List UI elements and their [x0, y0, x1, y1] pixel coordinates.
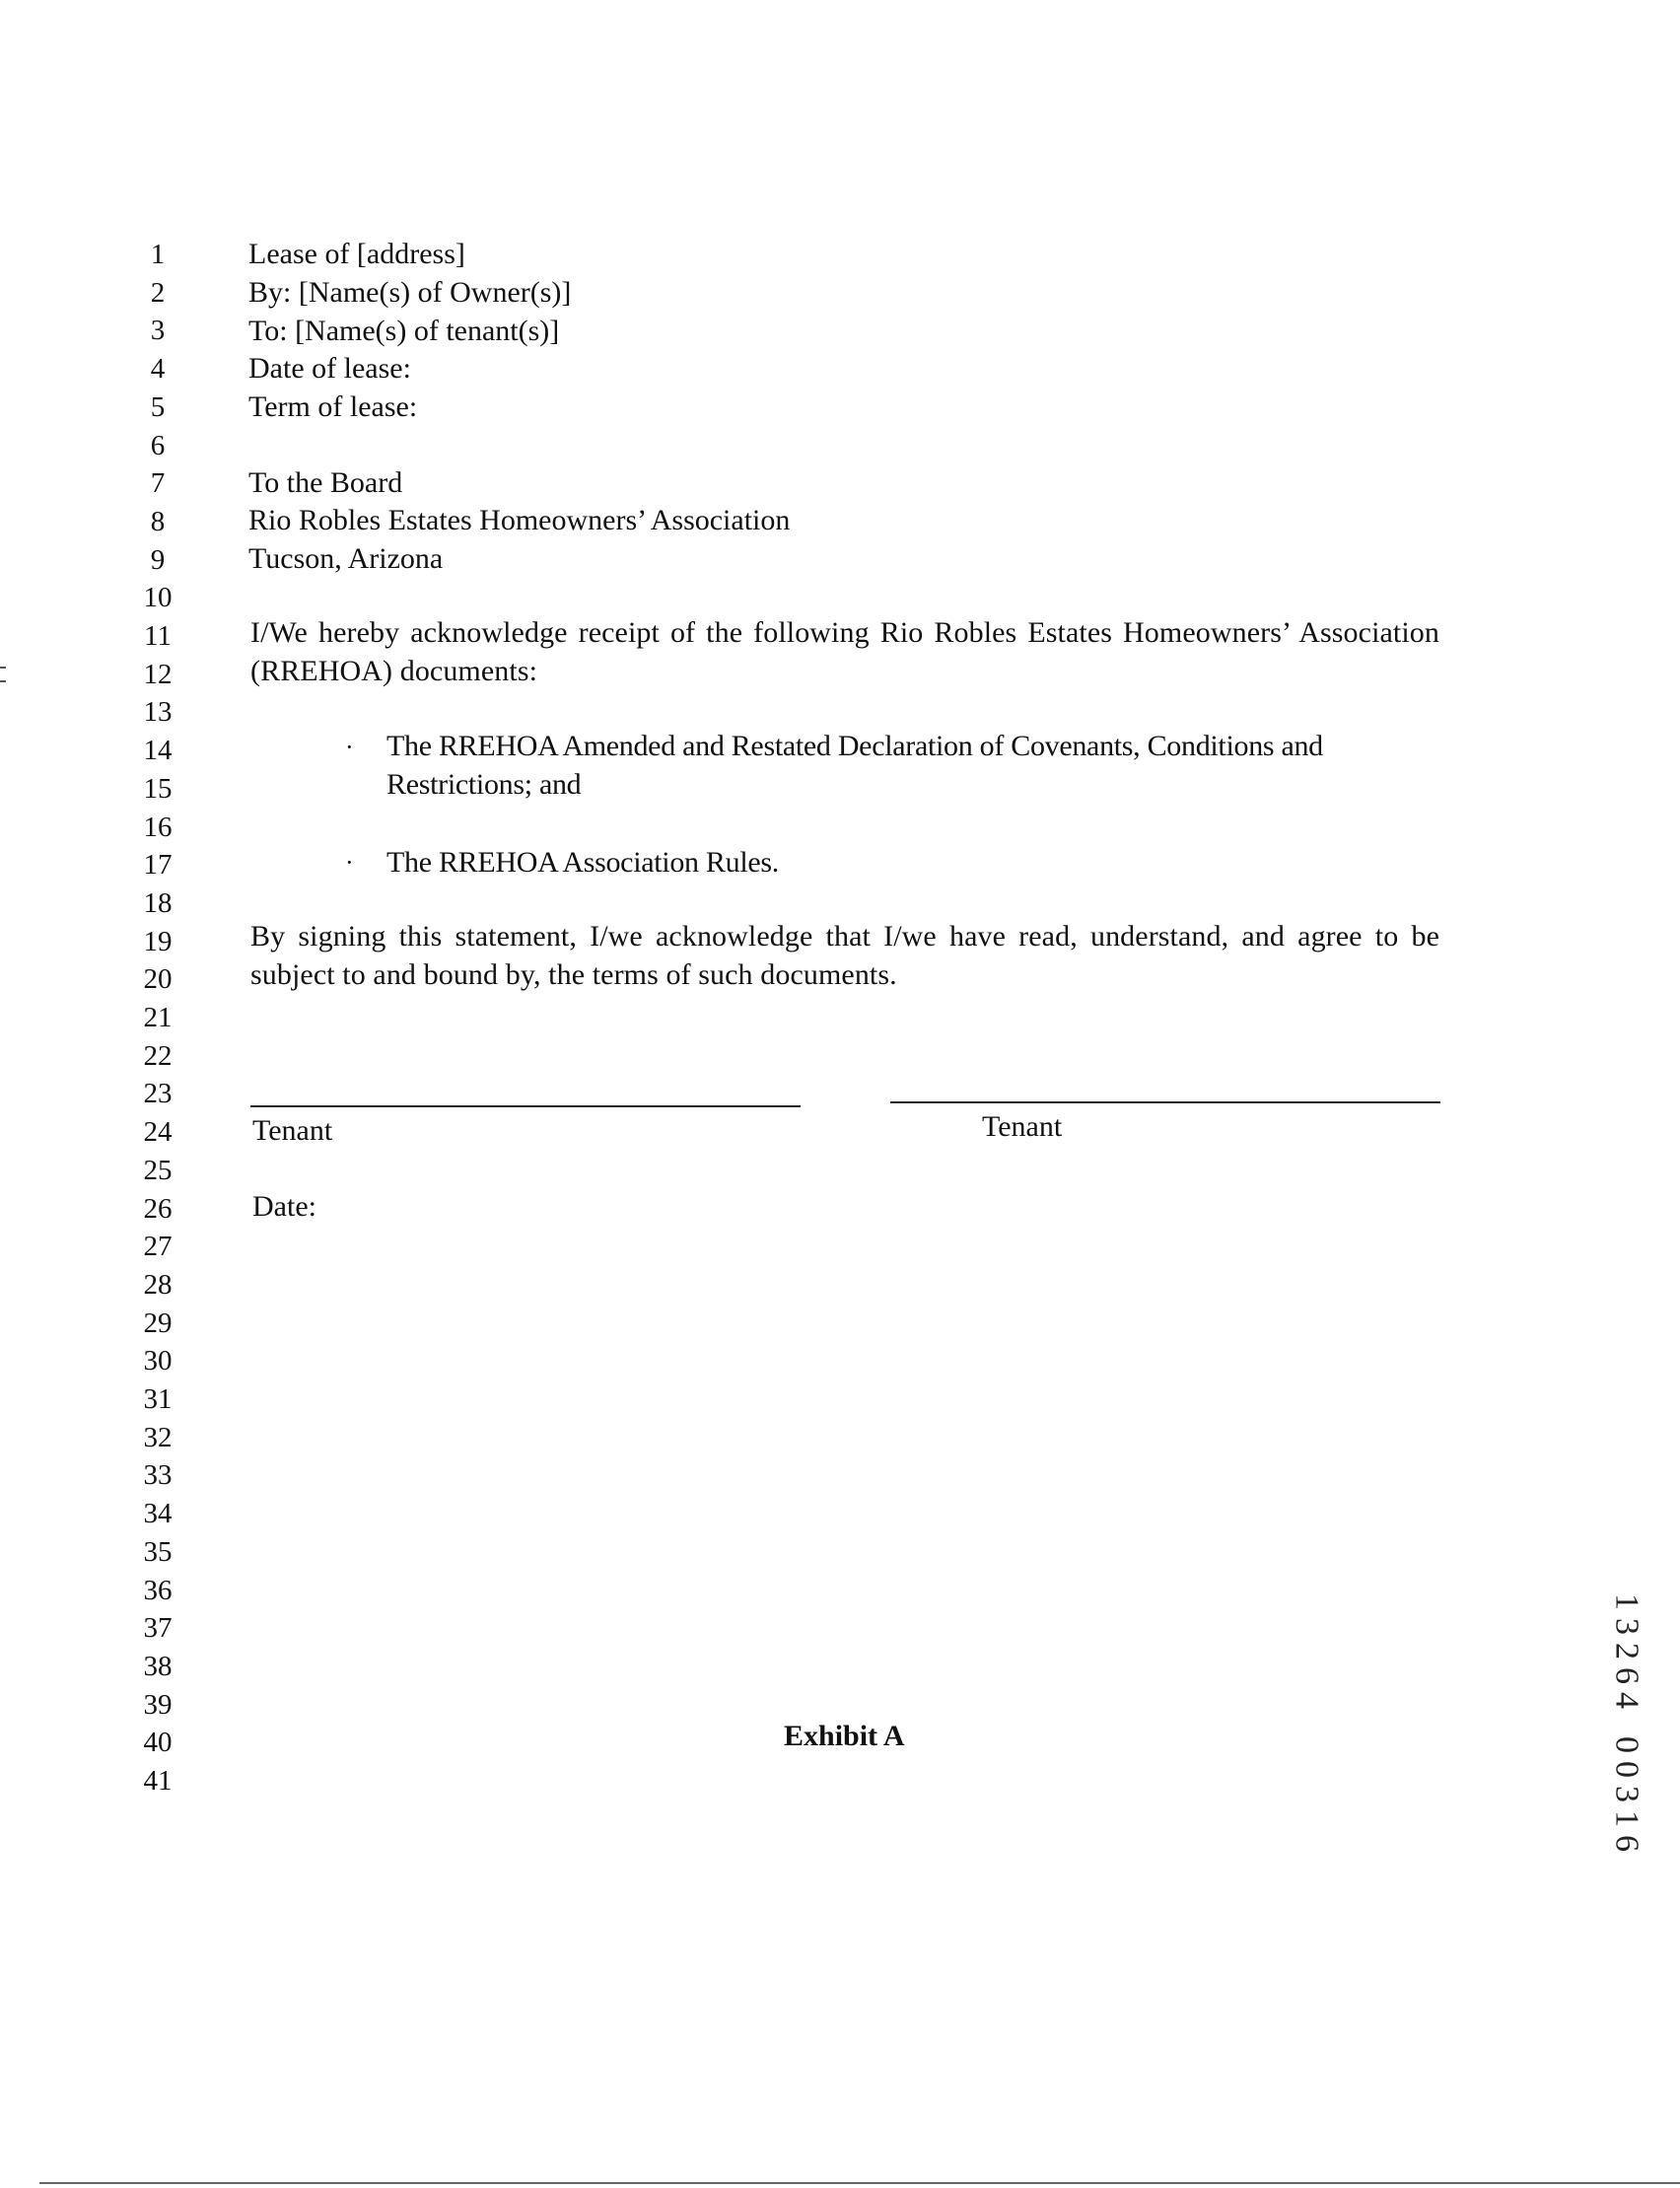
addressee-board: To the Board [248, 466, 403, 499]
bates-stamp-digit: 0 [1608, 1736, 1645, 1753]
line-number: 23 [143, 1078, 173, 1110]
bates-stamp-bottom [1607, 1732, 1646, 1856]
agreement-paragraph: By signing this statement, I/we acknowledge that I/we have read, understand, and agree to be subject to and bound by, the terms of such documents. [250, 920, 1439, 991]
line-number: 4 [150, 353, 166, 386]
line-number: 38 [143, 1650, 173, 1682]
lease-of-line: Lease of [address] [248, 238, 465, 270]
line-number: 17 [143, 849, 173, 882]
bates-stamp-digit: 1 [1608, 1810, 1645, 1827]
scan-bottom-rule [39, 2182, 1680, 2184]
line-number: 30 [143, 1345, 173, 1377]
line-number: 13 [143, 696, 173, 729]
tenant-label-right: Tenant [982, 1110, 1063, 1143]
bullet-marker: · [345, 848, 354, 877]
scan-edge-mark [0, 680, 6, 682]
bates-stamp-top [1607, 1589, 1646, 1713]
line-number: 19 [143, 925, 173, 957]
line-number: 33 [143, 1459, 173, 1492]
line-number: 1 [150, 239, 166, 270]
line-number: 26 [143, 1192, 173, 1225]
document-item-declaration: The RREHOA Amended and Restated Declaration of Covenants, Conditions and Restrictions; and [386, 730, 1323, 801]
bates-stamp-digit: 2 [1608, 1643, 1645, 1659]
line-number: 20 [143, 963, 173, 996]
bates-stamp-digit: 3 [1608, 1618, 1645, 1635]
line-number: 11 [144, 620, 172, 652]
line-number: 41 [143, 1765, 173, 1797]
line-number: 29 [143, 1306, 173, 1339]
date-of-lease-line: Date of lease: [248, 352, 411, 385]
line-number: 2 [150, 276, 166, 309]
line-number: 22 [143, 1039, 173, 1072]
bates-stamp-digit: 6 [1608, 1835, 1645, 1852]
line-number: 7 [150, 467, 166, 500]
line-number: 12 [143, 658, 173, 690]
bates-stamp-digit: 3 [1608, 1786, 1645, 1802]
line-number: 27 [143, 1231, 173, 1263]
line-number: 39 [143, 1688, 173, 1721]
bates-stamp-digit: 1 [1608, 1593, 1645, 1610]
line-number: 32 [143, 1421, 173, 1453]
term-of-lease-line: Term of lease: [248, 390, 418, 423]
bates-stamp-digit: 0 [1608, 1761, 1645, 1778]
addressee-city: Tucson, Arizona [248, 542, 444, 575]
line-number: 31 [143, 1383, 173, 1415]
line-number: 9 [150, 543, 166, 576]
bullet-marker: · [345, 733, 354, 761]
line-number: 36 [143, 1574, 173, 1606]
tenant-signature-line-left[interactable] [250, 1105, 801, 1107]
exhibit-title: Exhibit A [784, 1720, 905, 1752]
line-number: 16 [143, 811, 173, 843]
line-number: 18 [143, 886, 173, 919]
line-number: 25 [143, 1154, 173, 1186]
line-number: 5 [150, 390, 166, 423]
line-number: 6 [150, 429, 166, 461]
scan-edge-mark [0, 667, 6, 669]
document-item-rules: The RREHOA Association Rules. [386, 846, 779, 879]
line-number: 28 [143, 1268, 173, 1301]
lease-to-line: To: [Name(s) of tenant(s)] [248, 315, 560, 347]
bates-stamp-digit: 6 [1608, 1667, 1645, 1684]
line-number: 3 [150, 315, 166, 347]
line-number: 15 [143, 772, 173, 805]
line-number: 40 [143, 1727, 173, 1759]
date-label: Date: [252, 1190, 316, 1223]
tenant-signature-line-right[interactable] [890, 1101, 1440, 1103]
line-number: 14 [143, 735, 173, 767]
line-number: 8 [150, 505, 166, 537]
line-number: 10 [143, 582, 173, 614]
line-number: 24 [143, 1116, 173, 1149]
line-number: 21 [143, 1002, 173, 1033]
tenant-label-left: Tenant [252, 1114, 333, 1147]
bates-stamp [1607, 1589, 1646, 1856]
lease-by-line: By: [Name(s) of Owner(s)] [248, 276, 572, 309]
line-number: 34 [143, 1498, 173, 1530]
addressee-association: Rio Robles Estates Homeowners’ Association [248, 504, 791, 536]
line-number: 37 [143, 1612, 173, 1645]
line-number: 35 [143, 1535, 173, 1568]
bates-stamp-digit: 4 [1608, 1692, 1645, 1709]
acknowledgement-paragraph: I/We hereby acknowledge receipt of the following Rio Robles Estates Homeowners’ Association (RREHOA) documents: [250, 616, 1439, 687]
